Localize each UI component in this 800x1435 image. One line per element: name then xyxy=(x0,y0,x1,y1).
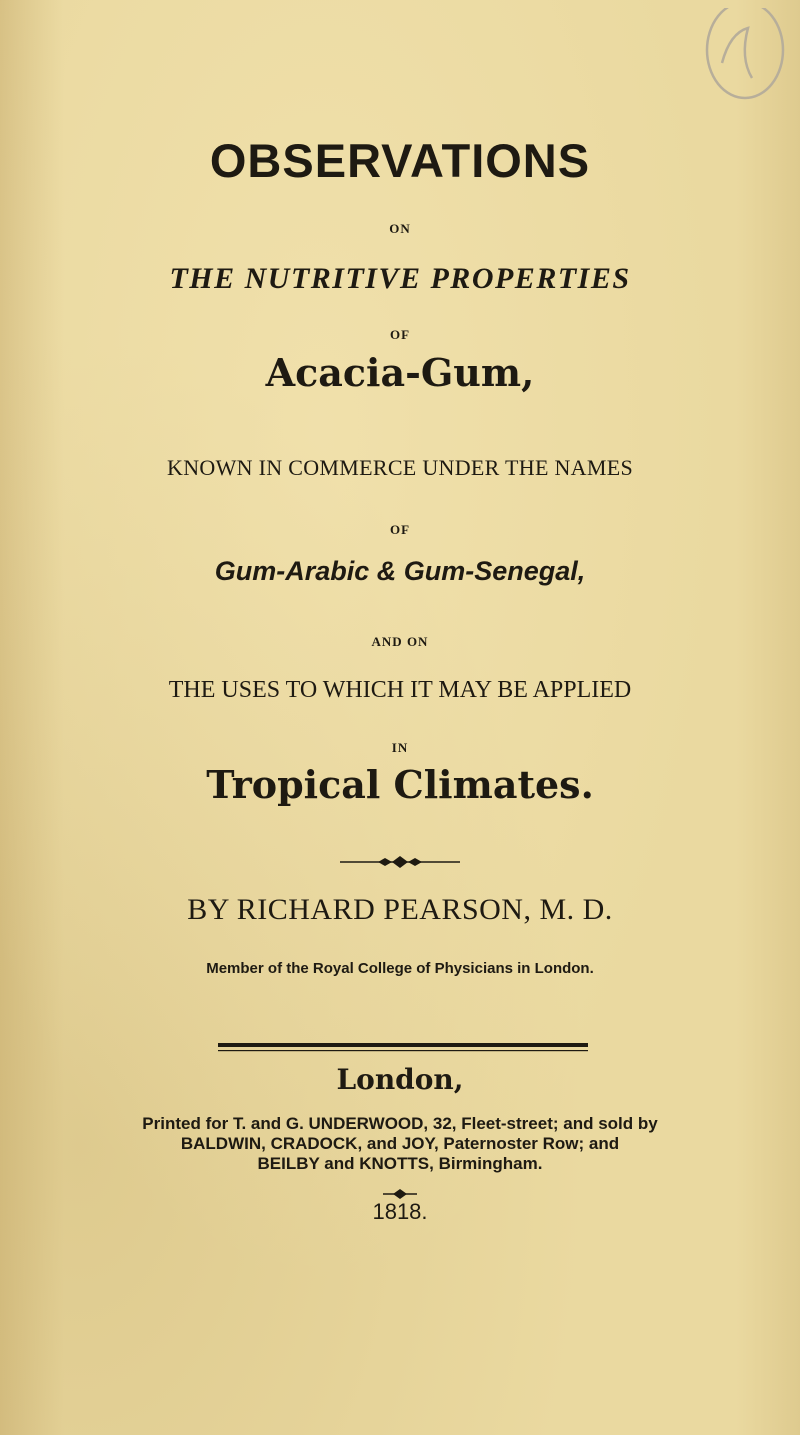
ornament-divider xyxy=(340,855,460,869)
book-title: OBSERVATIONS xyxy=(209,134,591,187)
double-rule xyxy=(218,1043,588,1053)
gum-types: Gum-Arabic & Gum-Senegal, xyxy=(214,556,586,586)
publication-place: London, xyxy=(336,1063,464,1096)
connector-and-on: AND ON xyxy=(371,634,429,649)
imprint-line-2: BALDWIN, CRADOCK, and JOY, Paternoster Row; and xyxy=(180,1134,620,1153)
connector-on: ON xyxy=(389,221,411,236)
climates-heading: Tropical Climates. xyxy=(206,762,594,807)
connector-in: IN xyxy=(391,740,409,755)
subject-heading: THE NUTRITIVE PROPERTIES xyxy=(169,262,631,295)
author-line: BY RICHARD PEARSON, M. D. xyxy=(187,893,613,926)
connector-of-1: OF xyxy=(389,327,411,342)
author-affiliation: Member of the Royal College of Physicians in London. xyxy=(206,960,594,977)
known-as-line: KNOWN IN COMMERCE UNDER THE NAMES xyxy=(167,455,633,480)
uses-line: THE USES TO WHICH IT MAY BE APPLIED xyxy=(168,677,632,703)
imprint-line-1: Printed for T. and G. UNDERWOOD, 32, Fleet-street; and sold by xyxy=(142,1114,658,1133)
gum-name: Acacia-Gum, xyxy=(265,350,535,395)
connector-of-2: OF xyxy=(389,522,411,537)
publication-year: 1818. xyxy=(372,1199,428,1224)
imprint-line-3: BEILBY and KNOTTS, Birmingham. xyxy=(257,1154,543,1173)
library-stamp-graphic xyxy=(700,8,790,103)
